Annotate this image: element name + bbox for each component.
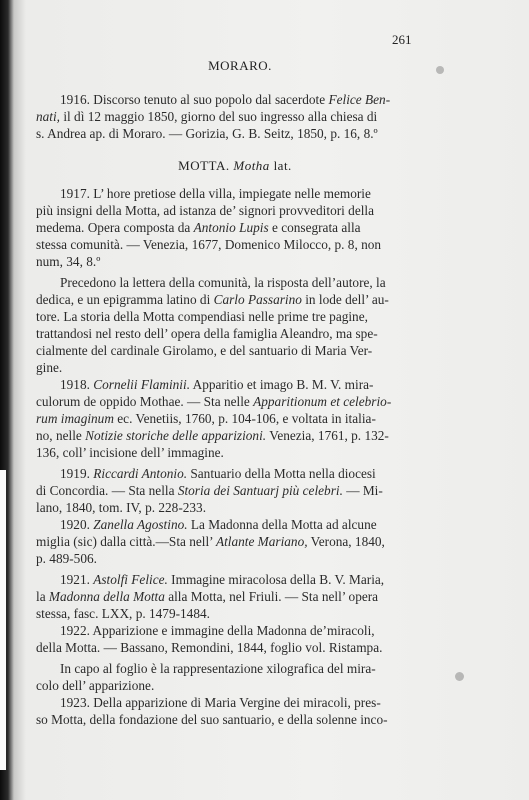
italic-text: Cornelii Flaminii. — [93, 377, 191, 392]
italic-text: rum imaginum — [36, 411, 114, 426]
text-line — [36, 500, 206, 516]
text-span: 1917. L’ hore pretiose della villa, impiegate nelle memorie — [60, 186, 371, 201]
text-line — [36, 220, 361, 236]
italic-text: Carlo Passarino — [213, 292, 302, 307]
text-line — [36, 360, 62, 376]
text-span: 1921. — [60, 572, 94, 587]
section-title — [0, 158, 470, 174]
text-line — [36, 589, 378, 605]
text-span: 1919. — [60, 466, 94, 481]
text-span: Venezia, 1761, p. 132- — [266, 428, 389, 443]
text-span: Precedono la lettera della comunità, la risposta dell’autore, la — [60, 275, 386, 290]
text-line — [60, 572, 384, 588]
text-line — [60, 92, 390, 108]
text-span: tore. La storia della Motta compendiasi nelle prime tre pagine, — [36, 309, 368, 324]
text-line — [60, 466, 376, 482]
text-line — [36, 203, 374, 219]
text-span: cialmente del cardinale Girolamo, e del santuario di Maria Ver- — [36, 343, 373, 358]
text-span: Santuario della Motta nella diocesi — [187, 466, 376, 481]
italic-text: Notizie storiche delle apparizioni. — [85, 428, 267, 443]
text-line — [36, 343, 372, 359]
text-line — [36, 292, 389, 308]
italic-text: Atlante Mariano, — [215, 534, 308, 549]
text-line — [36, 534, 385, 550]
scan-edge-strip — [0, 470, 6, 770]
text-span: 1922. Apparizione e immagine della Madonna de’miracoli, — [60, 623, 375, 638]
text-span: il dì 12 maggio 1850, giorno del suo ingresso alla chiesa di — [60, 109, 378, 124]
text-line — [60, 661, 376, 677]
text-line — [36, 411, 376, 427]
text-line — [60, 623, 375, 639]
text-span: 1920. — [60, 517, 94, 532]
text-line — [36, 126, 378, 142]
section-name: MOTTA. — [178, 158, 230, 173]
running-header: MORARO. — [208, 58, 272, 73]
text-span: più insigni della Motta, ad istanza de’ signori provveditori della — [36, 203, 375, 218]
text-line — [36, 309, 368, 325]
italic-text: Zanella Agostino. — [93, 517, 188, 532]
text-span: la — [36, 589, 49, 604]
text-span: so Motta, della fondazione del suo santuario, e della solenne inco- — [36, 712, 388, 727]
text-line — [36, 678, 154, 694]
text-span: Immagine miracolosa della B. V. Maria, — [167, 572, 385, 587]
text-span: in lode dell’ au- — [301, 292, 389, 307]
text-span: 1918. — [60, 377, 94, 392]
text-line — [36, 254, 100, 270]
text-span: Apparitio et imago B. M. V. mira- — [190, 377, 374, 392]
text-span: — Mi- — [342, 483, 383, 498]
italic-text: Riccardi Antonio. — [93, 466, 188, 481]
text-span: 136, coll’ incisione dell’ immagine. — [36, 445, 224, 460]
page-number: 261 — [392, 32, 412, 47]
text-span: p. 489-506. — [36, 551, 97, 566]
text-span: di Concordia. — Sta nella — [36, 483, 178, 498]
section-latin-suffix: lat. — [273, 158, 292, 173]
text-span: gine. — [36, 360, 63, 375]
text-line — [36, 326, 378, 342]
text-line — [36, 109, 377, 125]
text-line — [36, 237, 381, 253]
text-line — [36, 394, 391, 410]
italic-text: Madonna della Motta — [48, 589, 165, 604]
text-line — [36, 428, 389, 444]
text-span: miglia (sic) dalla città.—Sta nell’ — [36, 534, 216, 549]
text-line — [36, 445, 224, 461]
section-latin-name: Motha — [233, 158, 270, 173]
text-span: dedica, e un epigramma latino di — [36, 292, 214, 307]
text-span: stessa, fasc. LXX, p. 1479-1484. — [36, 606, 210, 621]
text-line — [60, 275, 386, 291]
text-span: num, 34, 8.º — [36, 254, 101, 269]
text-span: alla Motta, nel Friuli. — Sta nell’ opera — [164, 589, 379, 604]
text-span: ec. Venetiis, 1760, p. 104-106, e voltata in italia- — [113, 411, 376, 426]
text-span: e consegrata alla — [268, 220, 361, 235]
text-span: colo dell’ apparizione. — [36, 678, 155, 693]
italic-text: Storia dei Santuarj più celebri. — [177, 483, 343, 498]
text-span: della Motta. — Bassano, Remondini, 1844, foglio vol. Ristampa. — [36, 640, 383, 655]
text-line — [36, 483, 383, 499]
italic-text: Felice Ben- — [328, 92, 391, 107]
text-line — [60, 517, 377, 533]
scan-speck — [455, 672, 464, 681]
text-line — [60, 695, 381, 711]
text-span: In capo al foglio è la rappresentazione xilografica del mira- — [60, 661, 376, 676]
text-line — [36, 606, 210, 622]
italic-text: nati, — [36, 109, 61, 124]
text-line — [36, 551, 97, 567]
italic-text: Antonio Lupis — [193, 220, 269, 235]
text-span: medema. Opera composta da — [36, 220, 194, 235]
text-span: s. Andrea ap. di Moraro. — Gorizia, G. B. Seitz, 1850, p. 16, 8.º — [36, 126, 378, 141]
text-span: trattandosi nel resto dell’ opera della famiglia Aleandro, ma spe- — [36, 326, 378, 341]
text-span: 1923. Della apparizione di Maria Vergine dei miracoli, pres- — [60, 695, 381, 710]
text-span: La Madonna della Motta ad alcune — [187, 517, 377, 532]
text-span: 1916. Discorso tenuto al suo popolo dal sacerdote — [60, 92, 329, 107]
text-line — [60, 186, 371, 202]
text-line — [36, 712, 388, 728]
italic-text: Astolfi Felice. — [93, 572, 168, 587]
text-span: lano, 1840, tom. IV, p. 228-233. — [36, 500, 207, 515]
text-span: no, nelle — [36, 428, 86, 443]
text-span: culorum de oppido Mothae. — Sta nelle — [36, 394, 254, 409]
text-line — [36, 640, 382, 656]
italic-text: Apparitionum et celebrio- — [253, 394, 392, 409]
text-span: stessa comunità. — Venezia, 1677, Domenico Milocco, p. 8, non — [36, 237, 382, 252]
text-line — [60, 377, 373, 393]
text-span: Verona, 1840, — [307, 534, 385, 549]
